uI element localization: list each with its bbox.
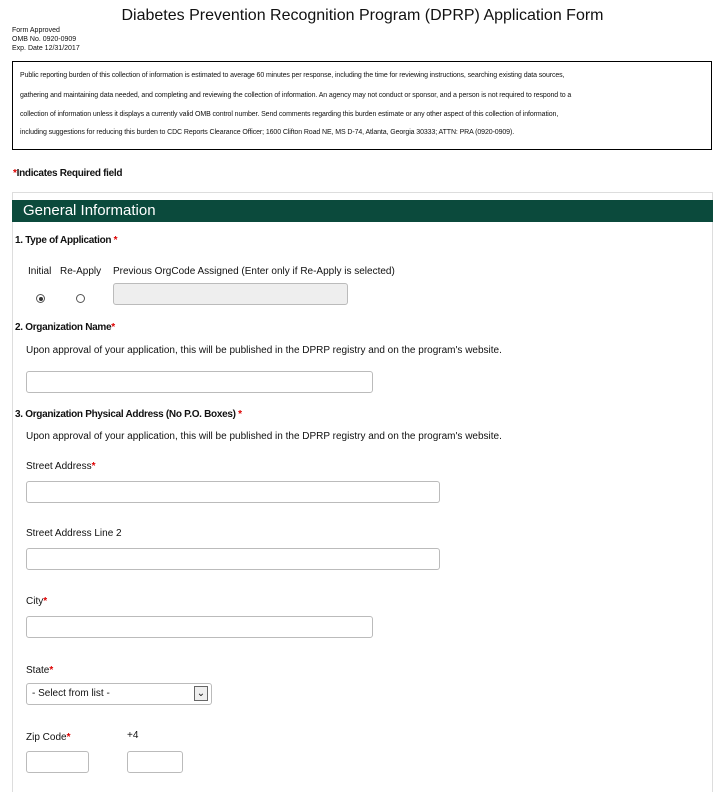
zip-plus4-input[interactable]	[127, 751, 183, 773]
q2-label: 2. Organization Name*	[15, 322, 115, 333]
q3-label: 3. Organization Physical Address (No P.O. Boxes) *	[15, 409, 242, 420]
zip-input[interactable]	[26, 751, 89, 773]
organization-name-input[interactable]	[26, 371, 373, 393]
chevron-down-icon[interactable]: ⌄	[194, 686, 208, 701]
city-input[interactable]	[26, 616, 373, 638]
city-label: City*	[26, 596, 48, 607]
burden-line: gathering and maintaining data needed, and completing and reviewing the collection of information. An agency may not conduct or sponsor, and a person is not required to respond to a	[20, 92, 572, 99]
form-approved: Form Approved	[12, 27, 60, 34]
burden-line: including suggestions for reducing this burden to CDC Reports Clearance Officer; 1600 Clifton Road NE, MS D-74, Atlanta, Georgia 30333; ATTN: PRA (0920-0909).	[20, 129, 515, 136]
initial-radio[interactable]	[36, 294, 45, 303]
street-address-2-input[interactable]	[26, 548, 440, 570]
q2-description: Upon approval of your application, this will be published in the DPRP registry and on the program's website.	[26, 345, 502, 356]
omb-number: OMB No. 0920-0909	[12, 36, 77, 43]
section-header: General Information	[12, 200, 713, 222]
state-label: State*	[26, 665, 54, 676]
reapply-radio[interactable]	[76, 294, 85, 303]
page-title: Diabetes Prevention Recognition Program (DPRP) Application Form	[121, 7, 604, 24]
burden-line: collection of information unless it displays a currently valid OMB control number. Send comments regarding this burden estimate or any other aspect of this collection of information,	[20, 111, 559, 118]
q3-description: Upon approval of your application, this will be published in the DPRP registry and on the program's website.	[26, 431, 502, 442]
state-select[interactable]	[26, 683, 212, 705]
burden-statement	[12, 61, 712, 150]
state-select-value: - Select from list -	[32, 688, 110, 699]
reapply-label: Re-Apply	[60, 266, 102, 277]
prev-orgcode-label: Previous OrgCode Assigned (Enter only if Re-Apply is selected)	[113, 266, 395, 277]
prev-orgcode-input[interactable]	[113, 283, 348, 305]
burden-line: Public reporting burden of this collection of information is estimated to average 60 minutes per response, including the time for reviewing instructions, searching existing data sources,	[20, 72, 565, 79]
required-note: *Indicates Required field	[13, 168, 123, 179]
zip-label: Zip Code*	[26, 732, 71, 743]
street-address-input[interactable]	[26, 481, 440, 503]
initial-label: Initial	[28, 266, 52, 277]
plus4-label: +4	[127, 730, 139, 741]
street-label: Street Address*	[26, 461, 96, 472]
street2-label: Street Address Line 2	[26, 528, 122, 539]
q1-label: 1. Type of Application *	[15, 235, 118, 246]
exp-date: Exp. Date 12/31/2017	[12, 45, 80, 52]
